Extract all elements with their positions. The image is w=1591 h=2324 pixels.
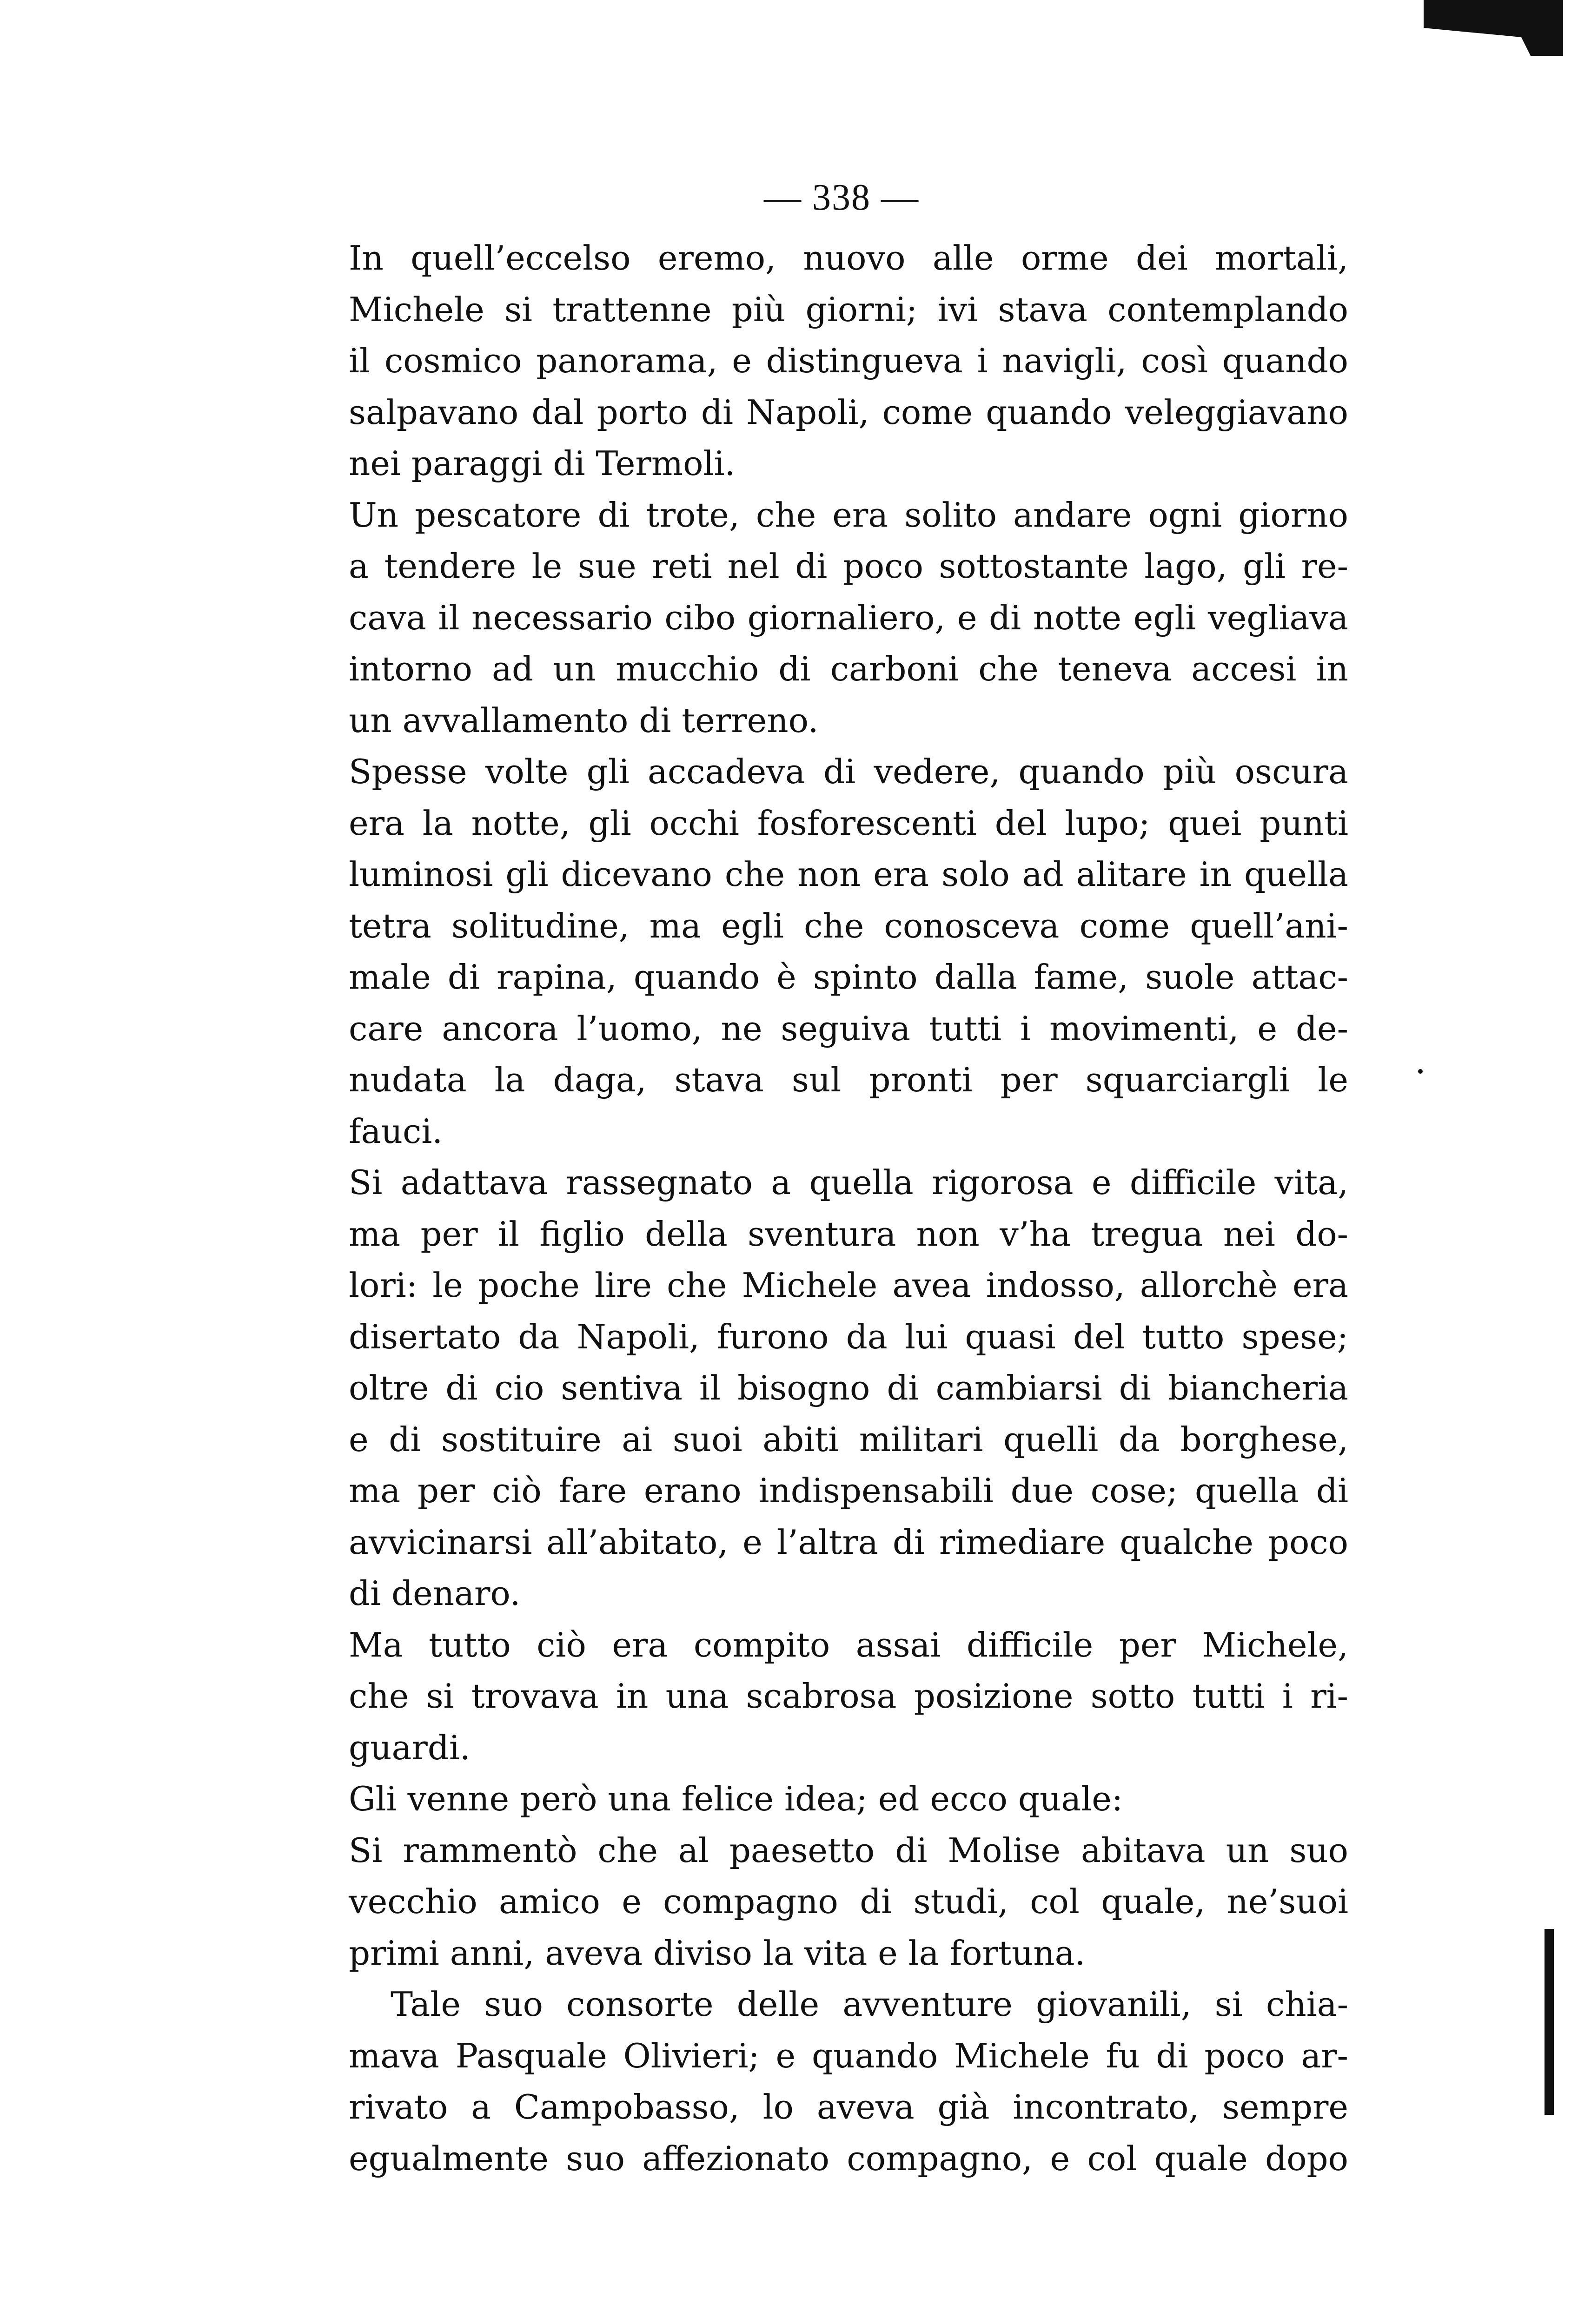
text-line: Si rammentò che al paesetto di Molise abitava un suo [349,1830,1348,1870]
text-line: era la notte, gli occhi fosforescenti del lupo; quei punti [349,803,1348,843]
text-line: luminosi gli dicevano che non era solo ad alitare in quella [349,855,1348,894]
text-line: fauci. [349,1111,443,1151]
text-line: un avvallamento di terreno. [349,700,819,740]
text-line: a tendere le sue reti nel di poco sottostante lago, gli re- [349,547,1348,586]
text-line: oltre di cio sentiva il bisogno di cambiarsi di biancheria [349,1368,1348,1407]
text-line: ma per ciò fare erano indispensabili due cose; quella di [349,1471,1348,1510]
text-line: nei paraggi di Termoli. [349,444,736,483]
text-line: Gli venne però una felice idea; ed ecco quale: [349,1779,1123,1818]
text-line: che si trovava in una scabrosa posizione sotto tutti i ri- [349,1677,1348,1716]
text-line: Si adattava rassegnato a quella rigorosa e difficile vita, [349,1163,1348,1202]
text-line: primi anni, aveva diviso la vita e la fortuna. [349,1933,1086,1973]
text-line: Michele si trattenne più giorni; ivi stava contemplando [349,290,1348,329]
text-line: Un pescatore di trote, che era solito andare ogni giorno [349,495,1348,535]
paragraph [349,1825,1348,1979]
text-line: vecchio amico e compagno di studi, col quale, ne’suoi [349,1882,1348,1921]
text-line: cava il necessario cibo giornaliero, e di notte egli vegliava [349,598,1348,637]
paragraph [349,1979,1348,2184]
text-line: tetra solitudine, ma egli che conosceva come quell’ani- [349,906,1348,945]
paragraph [349,232,1348,489]
text-line: lori: le poche lire che Michele avea indosso, allorchè era [349,1266,1348,1305]
text-line: In quell’eccelso eremo, nuovo alle orme dei mortali, [349,238,1348,277]
page-number: — 338 — [764,177,919,218]
text-line: di denaro. [349,1574,521,1613]
text-line: guardi. [349,1728,471,1767]
text-line: intorno ad un mucchio di carboni che teneva accesi in [349,649,1348,688]
text-line: ma per il figlio della sventura non v’ha tregua nei do- [349,1214,1348,1254]
text-line: mava Pasquale Olivieri; e quando Michele fu di poco ar- [349,2036,1348,2075]
scan-artifact-side-bar [1545,1929,1554,2115]
text-line: Spesse volte gli accadeva di vedere, quando più oscura [349,752,1348,791]
scan-artifact-top-corner [1424,0,1563,93]
body-text [349,232,1348,2184]
text-line: nudata la daga, stava sul pronti per squarciargli le [349,1060,1348,1099]
paragraph [349,489,1348,746]
text-line: avvicinarsi all’abitato, e l’altra di rimediare qualche poco [349,1522,1348,1562]
paragraph [349,1773,1348,1825]
text-line: egualmente suo affezionato compagno, e col quale dopo [349,2139,1348,2178]
scan-dot [1418,1069,1423,1074]
text-line: rivato a Campobasso, lo aveva già incontrato, sempre [349,2087,1348,2126]
text-line: male di rapina, quando è spinto dalla fame, suole attac- [349,957,1348,997]
paragraph [349,1157,1348,1619]
paragraph [349,746,1348,1157]
text-line: care ancora l’uomo, ne seguiva tutti i movimenti, e de- [349,1009,1348,1048]
text-line: salpavano dal porto di Napoli, come quando veleggiavano [349,392,1348,432]
text-line: il cosmico panorama, e distingueva i navigli, così quando [349,341,1348,380]
text-line: disertato da Napoli, furono da lui quasi del tutto spese; [349,1317,1348,1356]
text-line: e di sostituire ai suoi abiti militari quelli da borghese, [349,1419,1348,1459]
text-line: Tale suo consorte delle avventure giovanili, si chia- [391,1985,1348,2024]
paragraph [349,1619,1348,1774]
text-line: Ma tutto ciò era compito assai difficile per Michele, [349,1625,1348,1664]
